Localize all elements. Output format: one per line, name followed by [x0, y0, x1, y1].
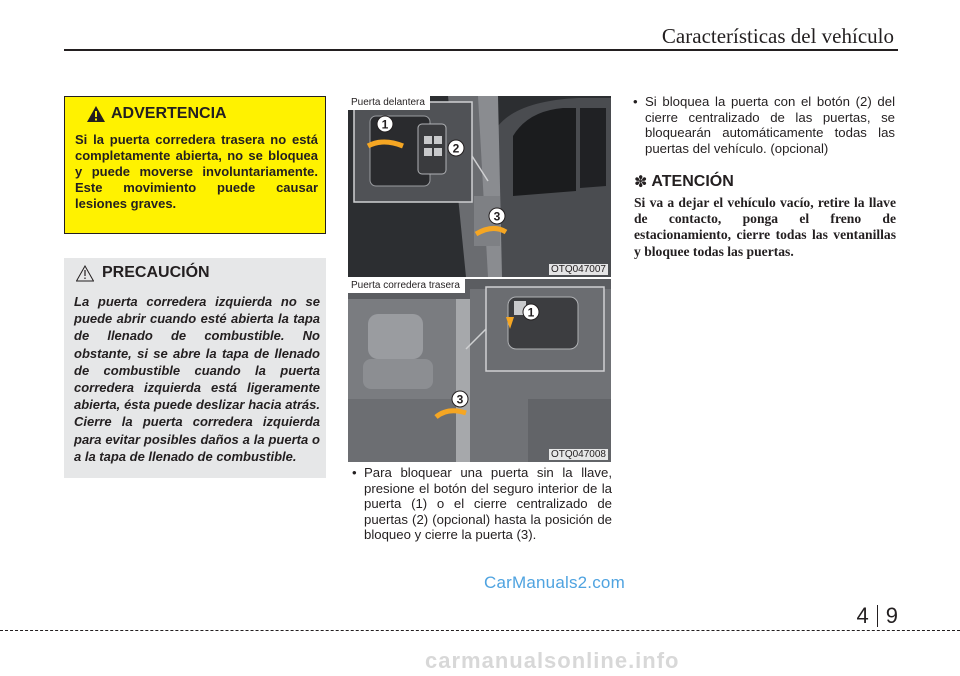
list-item: • Para bloquear una puerta sin la llave, presione el botón del seguro interior de la puerta (1) o el cierre centralizado de puertas (2) (opcional) hasta la posición de bloqueo y cierre la puerta (3). — [352, 465, 612, 543]
figure2-label: Puerta corredera trasera — [348, 279, 465, 293]
asterisk-icon: ✽ — [634, 174, 648, 191]
warning-heading — [87, 105, 227, 123]
attention-text: Si va a dejar el vehículo vacío, retire la llave de contacto, ponga el freno de estacionamiento, cierre todas las ventanillas y bloquee todas las puertas. — [634, 195, 896, 259]
caution-heading — [76, 264, 210, 282]
warning-box — [64, 96, 326, 234]
figure1-marker-1 — [377, 116, 393, 132]
page-index: 9 — [885, 603, 898, 628]
warning-triangle-icon — [87, 106, 105, 122]
watermark-link[interactable]: CarManuals2.com — [484, 573, 625, 592]
caution-title: PRECAUCIÓN — [102, 264, 210, 281]
figure2-marker-1 — [523, 304, 539, 320]
footer-divider — [0, 630, 960, 631]
front-door-illustration — [348, 96, 611, 277]
svg-text:3: 3 — [456, 392, 464, 407]
instruction-text — [352, 465, 612, 543]
sliding-door-illustration — [348, 279, 611, 462]
bullet-lock-without-key: Para bloquear una puerta sin la llave, presione el botón del seguro interior de la puerta (1) o el cierre centralizado de puertas (2) (opcional) hasta la posición de bloqueo y cierre la puerta (3). — [364, 465, 612, 543]
attention-heading — [634, 172, 734, 192]
caution-box — [64, 258, 326, 478]
right-column-text — [633, 94, 895, 156]
page-number-divider — [877, 605, 878, 627]
figure1-marker-2 — [448, 140, 464, 156]
header-divider — [64, 49, 898, 51]
figure2-code: OTQ047008 — [550, 449, 606, 460]
footer-site-mark: carmanualsonline.info — [425, 648, 680, 673]
bullet-central-lock: Si bloquea la puerta con el botón (2) del cierre centralizado de las puertas, se bloquearán automáticamente todas las puertas del vehículo. (opcional) — [645, 94, 895, 156]
svg-text:2: 2 — [452, 141, 460, 156]
attention-title: ATENCIÓN — [651, 173, 734, 190]
warning-text: Si la puerta corredera trasera no está completamente abierta, no se bloquea y puede moverse involuntariamente. Este movimiento puede causar lesiones graves. — [75, 132, 318, 211]
list-item: • Si bloquea la puerta con el botón (2) del cierre centralizado de las puertas, se bloquearán automáticamente todas las puertas del vehículo. (opcional) — [633, 94, 895, 156]
figure1-label: Puerta delantera — [348, 96, 430, 110]
caution-text: La puerta corredera izquierda no se puede abrir cuando esté abierta la tapa de llenado de combustible. No obstante, si se abre la tapa de llenado de combustible cuando la puerta corredera izquierda está ligeramente abierta, ésta puede deslizar hacia atrás. Cierre la puerta corredera izquierda para evitar posibles daños a la puerta o a la tapa de llenado de combustible. — [74, 294, 320, 464]
svg-text:1: 1 — [527, 305, 535, 320]
figure1-code: OTQ047007 — [550, 264, 606, 275]
warning-title: ADVERTENCIA — [111, 105, 227, 122]
figure1-marker-3 — [489, 208, 505, 224]
page-number — [857, 603, 899, 629]
page-header-title: Características del vehículo — [661, 24, 894, 48]
figure2-marker-3 — [452, 391, 468, 407]
svg-text:1: 1 — [381, 117, 389, 132]
front-door-figure — [348, 96, 611, 277]
caution-triangle-icon — [76, 265, 94, 282]
page-section: 4 — [856, 603, 869, 628]
svg-text:3: 3 — [493, 209, 501, 224]
sliding-door-figure — [348, 279, 611, 462]
